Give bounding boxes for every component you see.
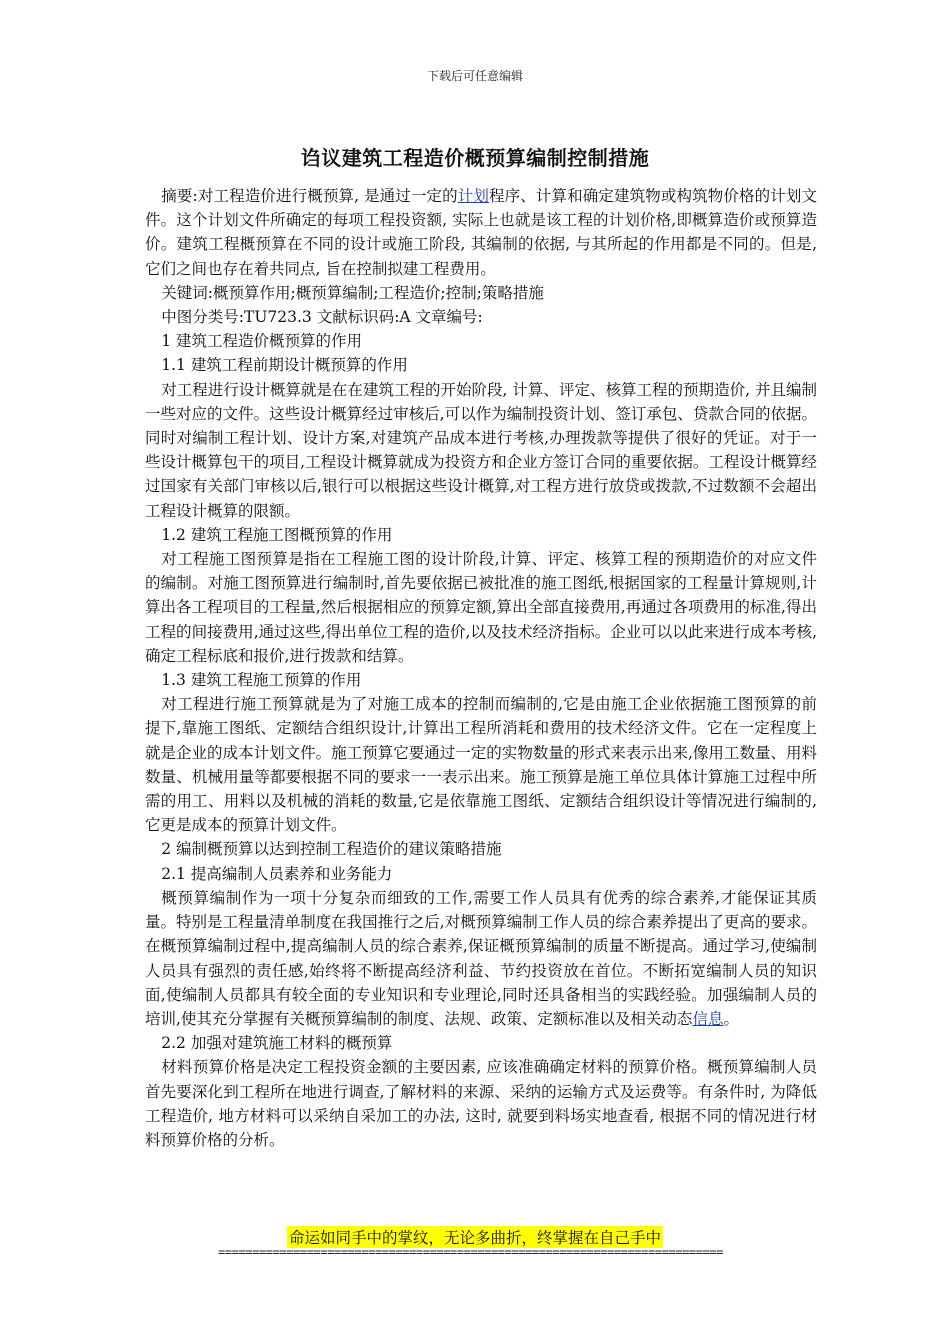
section-1-3-heading: 1.3 建筑工程施工预算的作用 (161, 671, 362, 690)
info-link[interactable]: 信息 (692, 1009, 724, 1028)
section-2-2-paragraph: 材料预算价格是决定工程投资金额的主要因素, 应该准确确定材料的预算价格。概预算编制人员首先要深化到工程所在地进行调查,了解材料的来源、采纳的运输方式及运费等。有条件时, 为降低工程造价, 地方材料可以采纳自采加工的办法, 这时, 就要到料场实地查看, 根据不同的情况进行材料预算价格的分析。 (145, 1058, 817, 1149)
footer-motto: 命运如同手中的掌纹，无论多曲折，终掌握在自己手中 (287, 1226, 663, 1248)
abstract-paragraph (145, 184, 817, 281)
document-title: 诌议建筑工程造价概预算编制控制措施 (300, 146, 650, 170)
section-2-1-heading: 2.1 提高编制人员素养和业务能力 (161, 864, 393, 883)
footer-divider: ========================================================================== (218, 1245, 724, 1259)
section-2-1-paragraph (145, 886, 817, 1031)
section-1-2-heading: 1.2 建筑工程施工图概预算的作用 (161, 525, 393, 544)
section-1-2-paragraph: 对工程施工图预算是指在工程施工图的设计阶段,计算、评定、核算工程的预期造价的对应文件的编制。对施工图预算进行编制时,首先要依据已被批准的施工图纸,根据国家的工程量计算规则,计算出各工程项目的工程量,然后根据相应的预算定额,算出全部直接费用,再通过各项费用的标准,得出工程的间接费用,通过这些,得出单位工程的造价,以及技术经济指标。企业可以以此来进行成本考核,确定工程标底和报价,进行拨款和结算。 (145, 550, 817, 665)
section-1-heading: 1 建筑工程造价概预算的作用 (161, 332, 363, 351)
section-2-1-text-after: 。 (723, 1009, 739, 1028)
abstract-text-before: 摘要:对工程造价进行概预算, 是通过一定的 (161, 187, 458, 205)
section-2-heading: 2 编制概预算以达到控制工程造价的建议策略措施 (161, 840, 502, 859)
document-body (145, 184, 817, 1152)
section-2-1-text-before: 概预算编制作为一项十分复杂而细致的工作,需要工作人员具有优秀的综合素养,才能保证其质量。特别是工程量清单制度在我国推行之后,对概预算编制工作人员的综合素养提出了更高的要求。在概预算编制过程中,提高编制人员的综合素养,保证概预算编制的质量不断提高。通过学习,使编制人员具有强烈的责任感,始终将不断提高经济利益、节约投资放在首位。不断拓宽编制人员的知识面,使编制人员都具有较全面的专业知识和专业理论,同时还具备相当的实践经验。加强编制人员的培训,使其充分掌握有关概预算编制的制度、法规、政策、定额标准以及相关动态 (145, 888, 817, 1028)
section-1-1-paragraph: 对工程进行设计概算就是在在建筑工程的开始阶段, 计算、评定、核算工程的预期造价, 并且编制一些对应的文件。这些设计概算经过审核后,可以作为编制投资计划、签订承包、贷款合同的依据。同时对编制工程计划、设计方案,对建筑产品成本进行考核,办理拨款等提供了很好的凭证。对于一些设计概算包干的项目,工程设计概算就成为投资方和企业方签订合同的重要依据。工程设计概算经过国家有关部门审核以后,银行可以根据这些设计概算,对工程方进行放贷或拨款,不过数额不会超出工程设计概算的限额。 (145, 380, 817, 520)
section-1-3-paragraph: 对工程进行施工预算就是为了对施工成本的控制而编制的,它是由施工企业依据施工图预算的前提下,靠施工图纸、定额结合组织设计,计算出工程所消耗和费用的技术经济文件。它在一定程度上就是企业的成本计划文件。施工预算它要通过一定的实物数量的形式来表示出来,像用工数量、用料数量、机械用量等都要根据不同的要求一一表示出来。施工预算是施工单位具体计算施工过程中所需的用工、用料以及机械的消耗的数量,它是依靠施工图纸、定额结合组织设计等情况进行编制的,它更是成本的预算计划文件。 (145, 695, 817, 835)
classification-line: 中图分类号:TU723.3 文献标识码:A 文章编号: (161, 308, 483, 327)
section-2-2-heading: 2.2 加强对建筑施工材料的概预算 (161, 1034, 393, 1053)
plan-link[interactable]: 计划 (457, 187, 490, 205)
keywords-line: 关键词:概预算作用;概预算编制;工程造价;控制;策略措施 (161, 283, 544, 302)
abstract-text-after: 程序、计算和确定建筑物或构筑物价格的计划文件。这个计划文件所确定的每项工程投资额, 实际上也就是该工程的计划价格,即概算造价或预算造价。建筑工程概预算在不同的设计或施工阶段, 其编制的依据, 与其所起的作用都是不同的。但是, 它们之间也存在着共同点, 旨在控制拟建工程费用。 (145, 187, 817, 278)
page-header: 下载后可任意编辑 (426, 69, 523, 83)
section-1-1-heading: 1.1 建筑工程前期设计概预算的作用 (161, 356, 408, 375)
